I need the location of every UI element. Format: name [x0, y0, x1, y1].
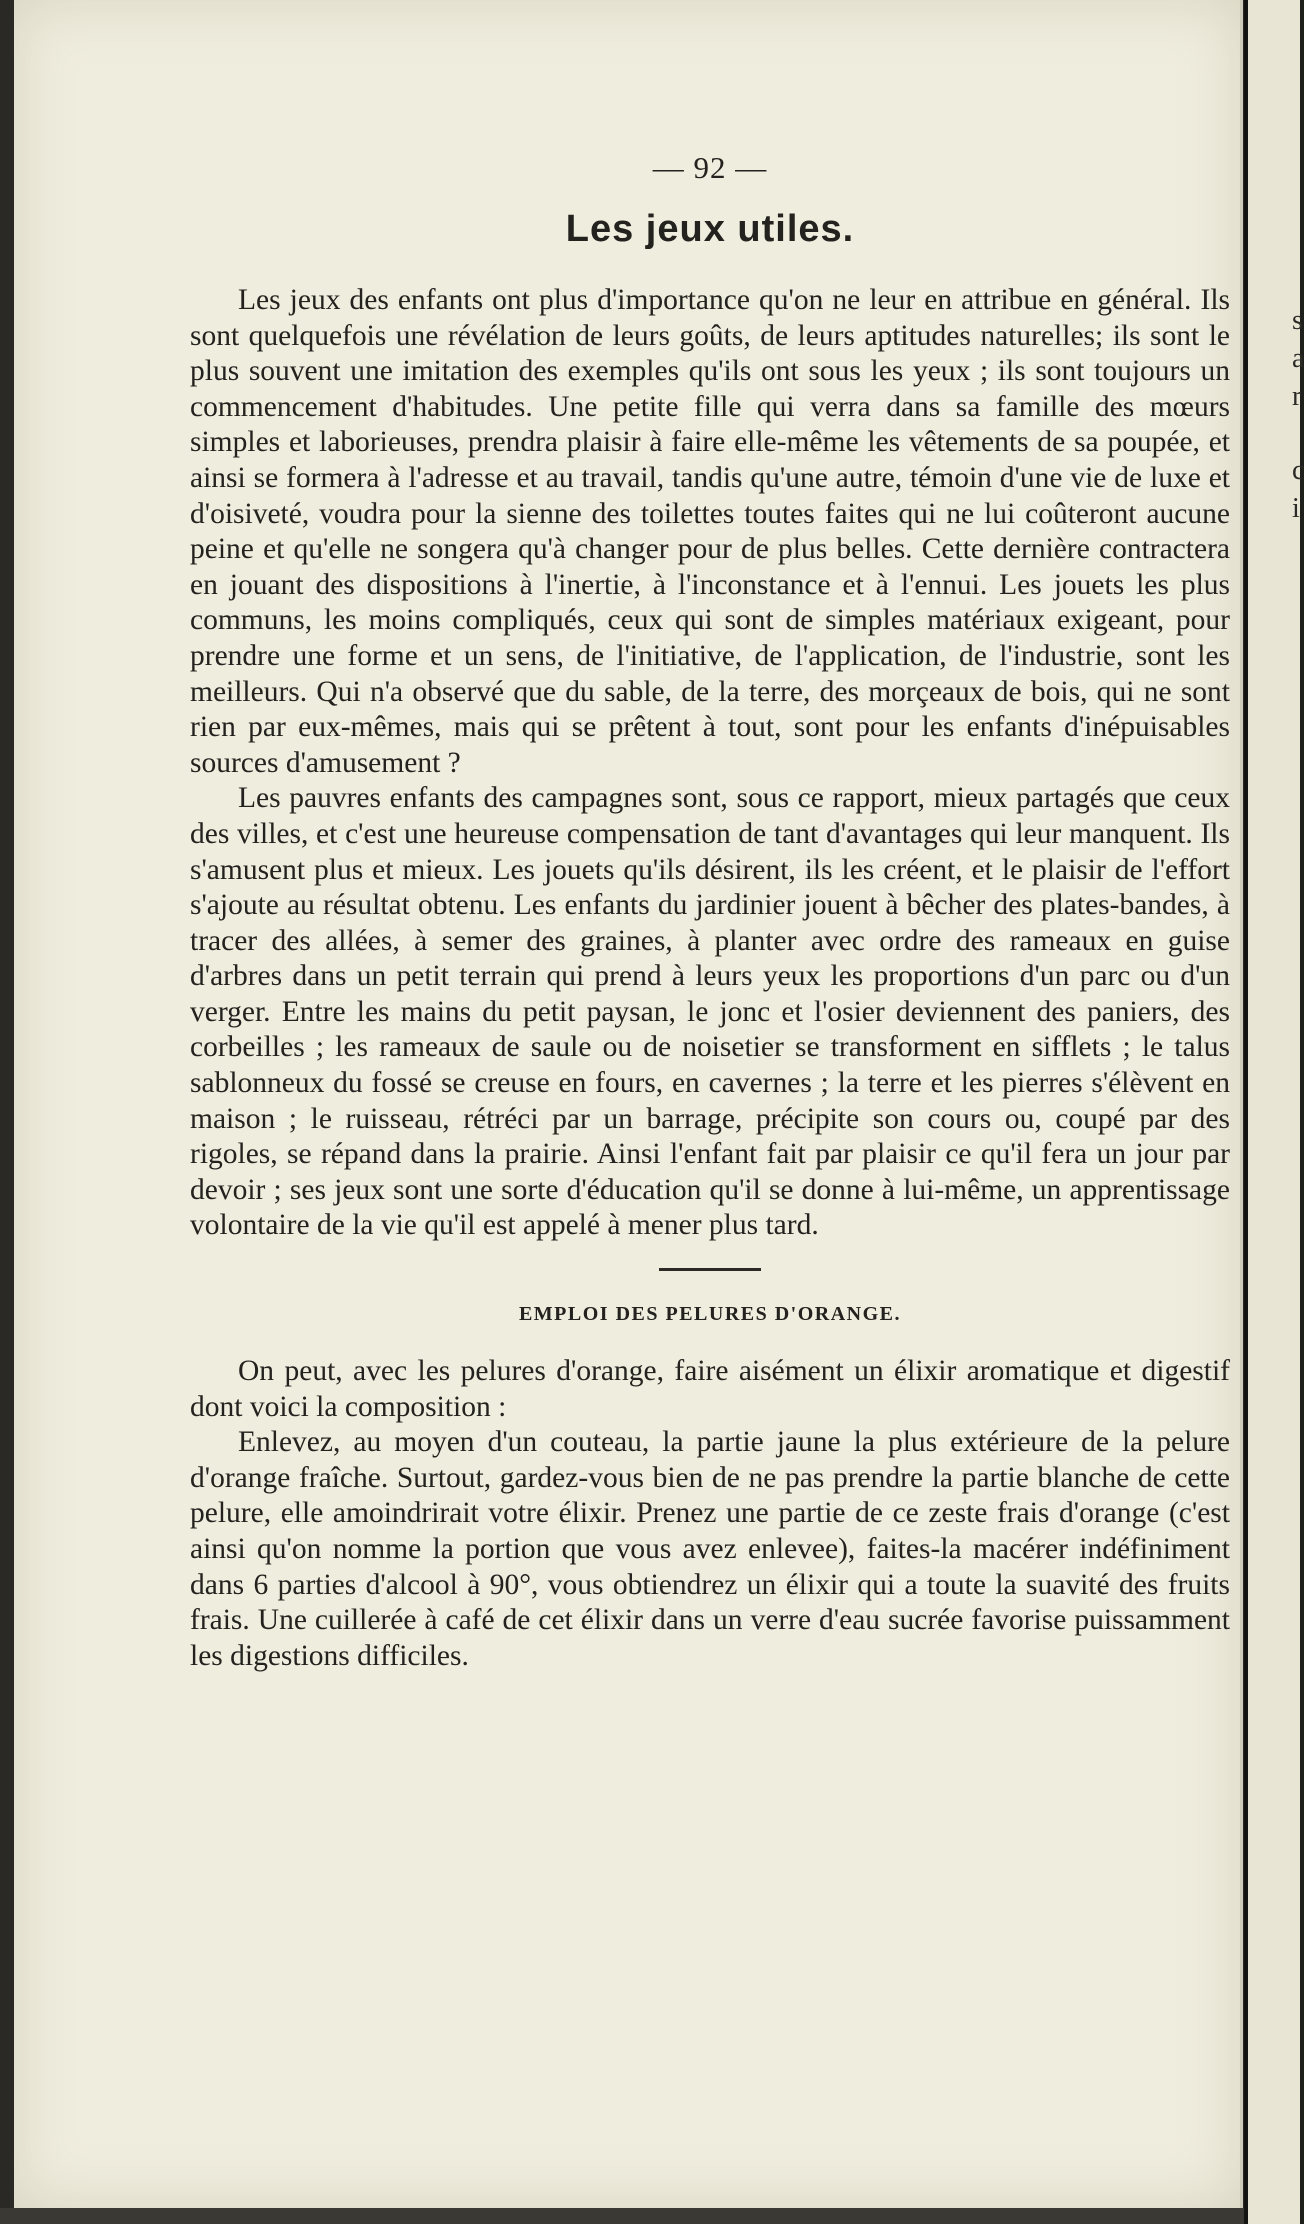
adjacent-fragment: a	[1292, 343, 1304, 374]
adjacent-fragment: i	[1292, 493, 1300, 524]
section-divider	[659, 1268, 761, 1271]
adjacent-fragment: c	[1292, 455, 1304, 486]
adjacent-fragment: s	[1292, 305, 1303, 336]
paragraph-1: Les jeux des enfants ont plus d'importance qu'on ne leur en attribue en général. Ils sont quelquefois une révélation de leurs goûts, de leurs aptitudes naturelles; ils sont le plus souvent une imitation des exemples qu'ils ont sous les yeux ; ils sont toujours un commencement d'habitudes. Une petite fille qui verra dans sa famille des mœurs simples et laborieuses, prendra plaisir à faire elle-même les vêtements de sa poupée, et ainsi se formera à l'adresse et au travail, tandis qu'une autre, témoin d'une vie de luxe et d'oisiveté, voudra pour la sienne des toilettes toutes faites qui ne lui coûteront aucune peine et qu'elle ne songera qu'à changer pour de plus belles. Cette dernière contractera en jouant des dispositions à l'inertie, à l'inconstance et à l'ennui. Les jouets les plus communs, les moins compliqués, ceux qui sont de simples matériaux exigeant, pour prendre une forme et un sens, de l'initiative, de l'application, de l'industrie, sont les meilleurs. Qui n'a observé que du sable, de la terre, des morçeaux de bois, qui ne sont rien par eux-mêmes, mais qui se prêtent à tout, sont pour les enfants d'inépuisables sources d'amusement ?	[190, 284, 1230, 779]
adjacent-fragment: r	[1292, 381, 1302, 412]
page-number: — 92 —	[652, 150, 768, 185]
article-title: Les jeux utiles.	[565, 208, 855, 250]
book-page	[14, 0, 1243, 2208]
paragraph-2: Les pauvres enfants des campagnes sont, sous ce rapport, mieux partagés que ceux des villes, et c'est une heureuse compensation de tant d'avantages qui leur manquent. Ils s'amusent plus et mieux. Les jouets qu'ils désirent, ils les créent, et le plaisir de l'effort s'ajoute au résultat obtenu. Les enfants du jardinier jouent à bêcher des plates-bandes, à tracer des allées, à semer des graines, à planter avec ordre des rameaux en guise d'arbres dans un petit terrain qui prend à leurs yeux les proportions d'un parc ou d'un verger. Entre les mains du petit paysan, le jonc et l'osier deviennent des paniers, des corbeilles ; les rameaux de saule ou de noisetier se transforment en sifflets ; le talus sablonneux du fossé se creuse en fours, en cavernes ; la terre et les pierres s'élèvent en maison ; le ruisseau, rétréci par un barrage, précipite son cours ou, coupé par des rigoles, se répand dans la prairie. Ainsi l'enfant fait par plaisir ce qu'il fera un jour par devoir ; ses jeux sont une sorte d'éducation qu'il se donne à lui-même, un apprentissage volontaire de la vie qu'il est appelé à mener plus tard.	[190, 782, 1230, 1242]
scan-bottom-edge	[0, 2208, 1244, 2224]
section-heading: EMPLOI DES PELURES D'ORANGE.	[518, 1303, 902, 1326]
page-content	[190, 150, 1230, 1674]
paragraph-4: Enlevez, au moyen d'un couteau, la partie jaune la plus extérieure de la pelure d'orange fraîche. Surtout, gardez-vous bien de ne pas prendre la partie blanche de cette pelure, elle amoindrirait votre élixir. Prenez une partie de ce zeste frais d'orange (c'est ainsi qu'on nomme la portion que vous avez enlevee), faites-la macérer indéfiniment dans 6 parties d'alcool à 90°, vous obtiendrez un élixir qui a toute la suavité des fruits frais. Une cuillerée à café de cet élixir dans un verre d'eau sucrée favorise puissamment les digestions difficiles.	[190, 1426, 1230, 1672]
paragraph-3: On peut, avec les pelures d'orange, faire aisément un élixir aromatique et digestif dont voici la composition :	[190, 1355, 1230, 1423]
adjacent-page-edge	[1244, 0, 1304, 2224]
